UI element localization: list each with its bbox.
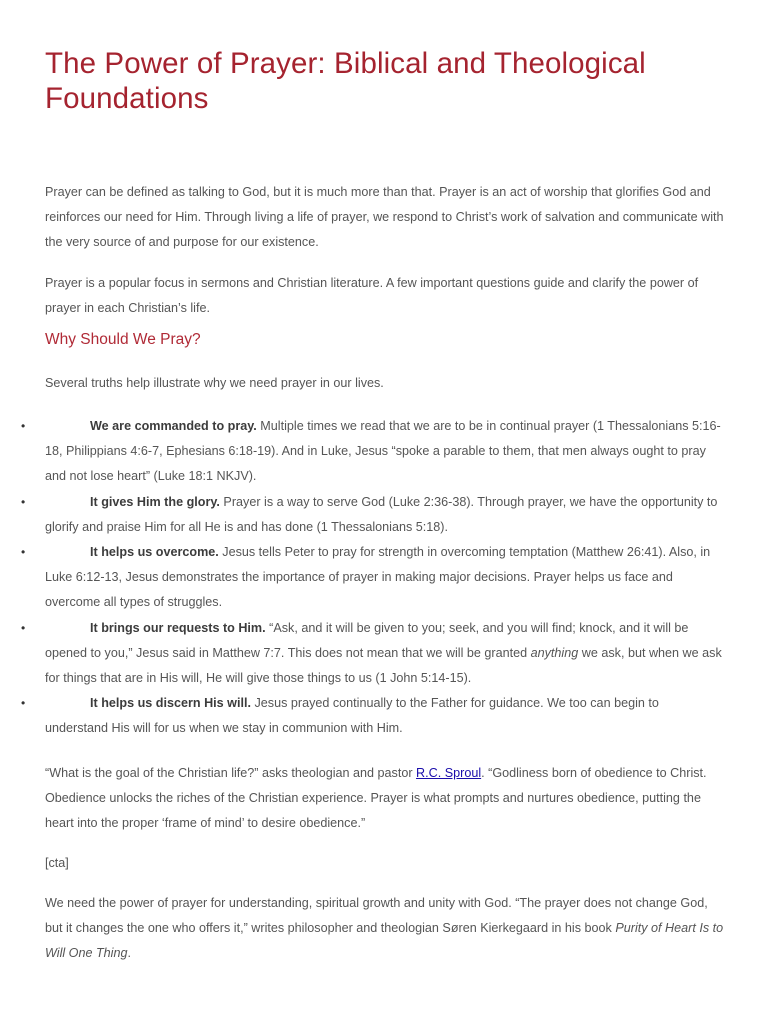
quote-text: . “Godliness born of obedience to Christ. Obedience unlocks the riches of the Christian experience. Prayer is what prompts and nurtures obedience, putting the heart into the proper ‘frame of mind’ to desire obedience.” xyxy=(45,766,707,831)
intro-paragraph-2: Prayer is a popular focus in sermons and Christian literature. A few important questions guide and clarify the power of prayer in each Christian’s life. xyxy=(45,276,699,316)
list-item-heading: It helps us overcome. xyxy=(90,545,219,559)
list-item xyxy=(21,616,725,692)
list-item-text: “Ask, and it will be given to you; seek, and you will find; knock, and it will be opened to you,” Jesus said in Matthew 7:7. This does not mean that we will be granted xyxy=(45,621,689,661)
list-item xyxy=(21,691,725,741)
bullet-icon: • xyxy=(21,696,26,710)
list-item-heading: It helps us discern His will. xyxy=(90,696,251,710)
bullet-icon: • xyxy=(21,621,26,635)
list-item-text: we ask, but when we ask for things that are in His will, He will give those things to us (1 John 5:14-15). xyxy=(45,646,722,686)
page-title: The Power of Prayer: Biblical and Theological Foundations xyxy=(45,47,646,115)
emphasis-text: anything xyxy=(530,646,579,661)
closing-paragraph xyxy=(45,891,725,967)
list-item-text: Jesus prayed continually to the Father for guidance. We too can begin to understand His will for us when we stay in communion with Him. xyxy=(45,696,659,736)
bullet-icon: • xyxy=(21,545,26,559)
list-item xyxy=(21,490,725,540)
section-heading: Why Should We Pray? xyxy=(45,331,201,348)
intro-paragraph-1: Prayer can be defined as talking to God, but it is much more than that. Prayer is an act of worship that glorifies God and reinforces our need for Him. Through living a life of prayer, we respond to Christ’s work of salvation and communicate with the very source of and purpose for our existence. xyxy=(45,185,724,250)
list-item-text: Multiple times we read that we are to be in continual prayer (1 Thessalonians 5:16-18, Philippians 4:6-7, Ephesians 6:18-19). And in Luke, Jesus “spoke a parable to them, that men always ought to pray and not lose heart” (Luke 18:1 NKJV). xyxy=(45,419,721,484)
closing-text: We need the power of prayer for understanding, spiritual growth and unity with God. “The prayer does not change God, but it changes the one who offers it,” writes philosopher and theologian Søren Kierkegaard in his book xyxy=(45,896,708,936)
list-item xyxy=(21,414,725,490)
list-item-heading: It brings our requests to Him. xyxy=(90,621,266,635)
list-item-text: Prayer is a way to serve God (Luke 2:36-38). Through prayer, we have the opportunity to glorify and praise Him for all He is and has done (1 Thessalonians 5:18). xyxy=(45,495,718,535)
quote-paragraph xyxy=(45,761,725,837)
closing-end: . xyxy=(127,946,131,961)
bullet-icon: • xyxy=(21,495,26,509)
bullet-icon: • xyxy=(21,419,26,433)
list-item xyxy=(21,540,725,616)
section-lead: Several truths help illustrate why we need prayer in our lives. xyxy=(45,376,384,390)
list-item-text: Jesus tells Peter to pray for strength in overcoming temptation (Matthew 26:41). Also, in Luke 6:12-13, Jesus demonstrates the importance of prayer in making major decisions. Prayer helps us face and overcome all types of struggles. xyxy=(45,545,711,610)
quote-text: “What is the goal of the Christian life?” asks theologian and pastor xyxy=(45,766,417,780)
author-link[interactable]: R.C. Sproul xyxy=(416,766,482,780)
book-title: Purity of Heart Is to Will One Thing xyxy=(45,921,724,961)
list-item-heading: It gives Him the glory. xyxy=(90,495,220,509)
list-item-heading: We are commanded to pray. xyxy=(90,419,257,433)
cta-placeholder: [cta] xyxy=(45,856,69,870)
